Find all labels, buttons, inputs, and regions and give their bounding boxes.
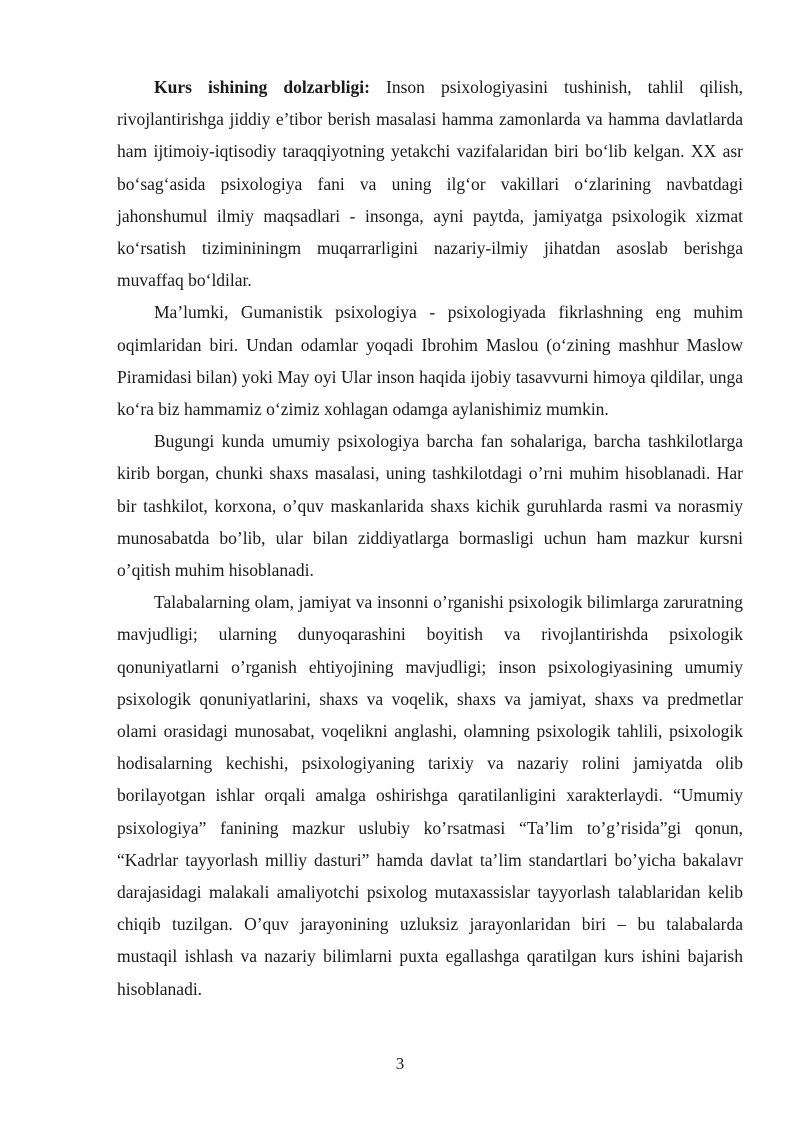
paragraph-relevance <box>117 71 743 296</box>
paragraph-text: Inson psixologiyasini tushinish, tahlil qilish, rivojlantirishga jiddiy e’tibor berish masalasi hamma zamonlarda va hamma davlatlarda ham ijtimoiy-iqtisodiy taraqqiyotning yetakchi vazifalaridan biri boʻlib kelgan. XX asr boʻsagʻasida psixologiya fani va uning ilgʻor vakillari oʻzlarining navbatdagi jahonshumul ilmiy maqsadlari - insonga, ayni paytda, jamiyatga psixologik xizmat koʻrsatish tizimininingm muqarrarligini nazariy-ilmiy jihatdan asoslab berishga muvaffaq boʻldilar. <box>117 77 743 291</box>
section-heading-relevance: Kurs ishining dolzarbligi: <box>154 77 370 97</box>
document-page <box>117 71 743 1005</box>
paragraph-humanistic-psychology: Ma’lumki, Gumanistik psixologiya - psixologiyada fikrlashning eng muhim oqimlaridan biri. Undan odamlar yoqadi Ibrohim Maslou (oʻzining mashhur Maslow Piramidasi bilan) yoki May oyi Ular inson haqida ijobiy tasavvurni himoya qildilar, unga koʻra biz hammamiz oʻzimiz xohlagan odamga aylanishimiz mumkin. <box>117 302 743 420</box>
paragraph-students: Talabalarning olam, jamiyat va insonni o’rganishi psixologik bilimlarga zaruratning mavjudligi; ularning dunyoqarashini boyitish va rivojlantirishda psixologik qonuniyatlarni o’rganish ehtiyojining mavjudligi; inson psixologiyasining umumiy psixologik qonuniyatlarini, shaxs va voqelik, shaxs va jamiyat, shaxs va predmetlar olami orasidagi munosabat, voqelikni anglashi, olamning psixologik tahlili, psixologik hodisalarning kechishi, psixologiyaning tarixiy va nazariy rolini jamiyatda olib borilayotgan ishlar orqali amalga oshirishga qaratilanligini xarakterlaydi. “Umumiy psixologiya” fanining mazkur uslubiy ko’rsatmasi “Ta’lim to’g’risida”gi qonun, “Kadrlar tayyorlash milliy dasturi” hamda davlat ta’lim standartlari bo’yicha bakalavr darajasidagi malakali amaliyotchi psixolog mutaxassislar tayyorlash talablaridan kelib chiqib tuzilgan. O’quv jarayonining uzluksiz jarayonlaridan biri – bu talabalarda mustaqil ishlash va nazariy bilimlarni puxta egallashga qaratilgan kurs ishini bajarish hisoblanadi. <box>117 592 743 999</box>
paragraph-general-psychology: Bugungi kunda umumiy psixologiya barcha fan sohalariga, barcha tashkilotlarga kirib borgan, chunki shaxs masalasi, uning tashkilotdagi o’rni muhim hisoblanadi. Har bir tashkilot, korxona, o’quv maskanlarida shaxs kichik guruhlarda rasmi va norasmiy munosabatda bo’lib, ular bilan ziddiyatlarga bormasligi uchun ham mazkur kursni o’qitish muhim hisoblanadi. <box>117 431 743 581</box>
page-number: 3 <box>395 1054 405 1073</box>
